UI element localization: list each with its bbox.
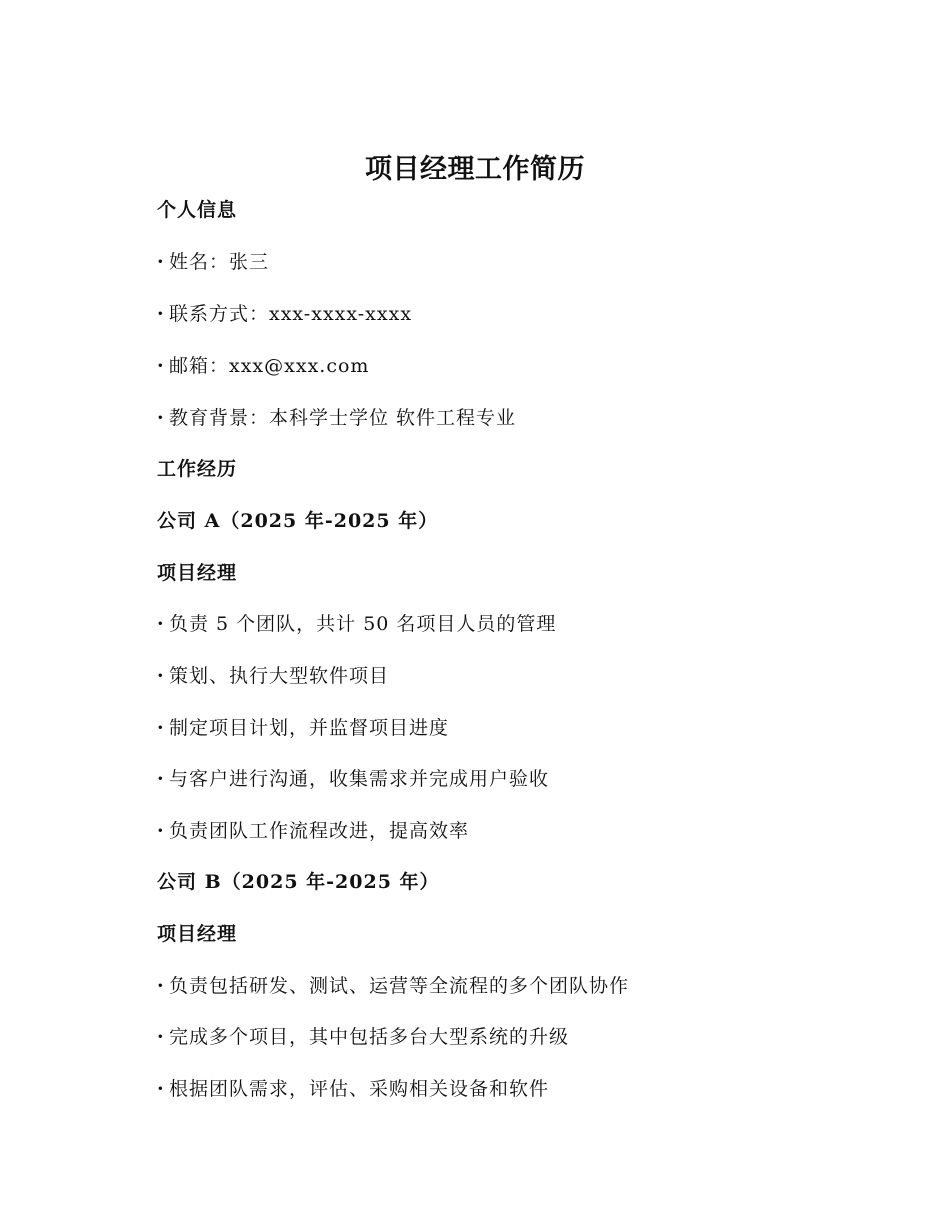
personal-info-item	[157, 353, 369, 379]
personal-info-education: 教育背景：本科学士学位 软件工程专业	[169, 407, 517, 429]
company-b-duty	[157, 1024, 569, 1050]
company-b-role: 项目经理	[157, 923, 238, 945]
personal-info-item	[157, 301, 412, 327]
company-b-name: 公司 B（2025 年-2025 年）	[157, 871, 440, 893]
duty-text: 完成多个项目，其中包括多台大型系统的升级	[169, 1026, 570, 1048]
company-a-role: 项目经理	[157, 562, 238, 584]
bullet-icon: ·	[157, 665, 165, 687]
personal-info-contact: 联系方式：xxx-xxxx-xxxx	[169, 303, 413, 325]
bullet-icon: ·	[157, 251, 165, 273]
duty-text: 根据团队需求，评估、采购相关设备和软件	[169, 1078, 550, 1100]
bullet-icon: ·	[157, 303, 165, 325]
duty-text: 负责团队工作流程改进，提高效率	[169, 820, 470, 842]
section-heading-work-experience: 工作经历	[157, 458, 238, 480]
company-a-duty	[157, 663, 389, 689]
duty-text: 策划、执行大型软件项目	[169, 665, 390, 687]
personal-info-email: 邮箱：xxx@xxx.com	[169, 355, 370, 377]
bullet-icon: ·	[157, 1026, 165, 1048]
bullet-icon: ·	[157, 717, 165, 739]
personal-info-name: 姓名：张三	[169, 251, 270, 273]
company-a-duty	[157, 818, 469, 844]
company-a-name: 公司 A（2025 年-2025 年）	[157, 510, 439, 532]
bullet-icon: ·	[157, 407, 165, 429]
bullet-icon: ·	[157, 768, 165, 790]
page-title: 项目经理工作简历	[365, 154, 585, 185]
company-a-duty	[157, 611, 556, 637]
company-a-duty	[157, 766, 549, 792]
company-a-duty	[157, 715, 449, 741]
duty-text: 与客户进行沟通，收集需求并完成用户验收	[169, 768, 550, 790]
duty-text: 制定项目计划，并监督项目进度	[169, 717, 450, 739]
company-b-duty	[157, 973, 629, 999]
duty-text: 负责 5 个团队，共计 50 名项目人员的管理	[169, 613, 557, 635]
company-b-duty	[157, 1076, 549, 1102]
bullet-icon: ·	[157, 613, 165, 635]
section-heading-personal-info: 个人信息	[157, 199, 238, 221]
bullet-icon: ·	[157, 1078, 165, 1100]
bullet-icon: ·	[157, 820, 165, 842]
personal-info-item	[157, 405, 516, 431]
personal-info-item	[157, 249, 269, 275]
bullet-icon: ·	[157, 355, 165, 377]
duty-text: 负责包括研发、测试、运营等全流程的多个团队协作	[169, 975, 630, 997]
bullet-icon: ·	[157, 975, 165, 997]
